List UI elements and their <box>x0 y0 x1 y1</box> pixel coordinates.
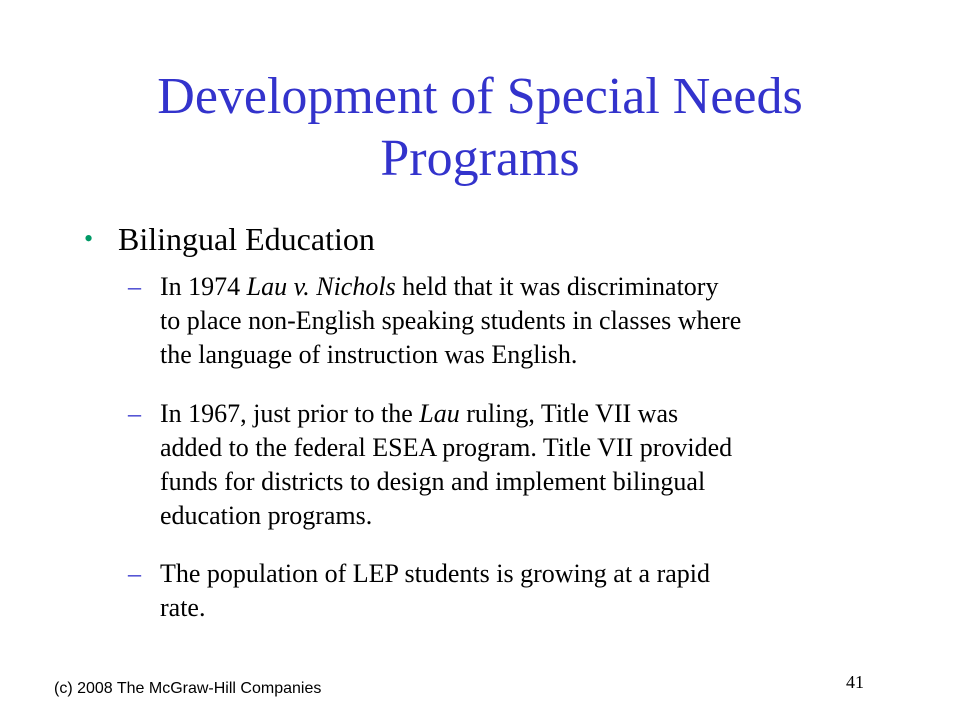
subbullet-line: rate. <box>160 593 206 622</box>
subbullet-dash: – <box>128 559 141 588</box>
subbullet-line: The population of LEP students is growing at a rapid <box>160 559 710 588</box>
bullet-text: Bilingual Education <box>118 221 375 257</box>
subbullet-text <box>160 270 741 372</box>
subbullet-line: In 1974 Lau v. Nichols held that it was discriminatory <box>160 272 719 301</box>
subbullet-line: to place non-English speaking students in classes where <box>160 306 742 335</box>
subbullet-dash: – <box>128 272 141 301</box>
bullet-marker: • <box>84 224 94 253</box>
subbullet-text <box>160 397 732 533</box>
page-number: 41 <box>846 672 864 692</box>
subbullet-line: funds for districts to design and implement bilingual <box>160 467 706 496</box>
subbullet-text <box>160 557 710 625</box>
subbullet-line: education programs. <box>160 501 373 530</box>
slide-title-line-1: Development of Special Needs <box>157 68 803 125</box>
slide-title <box>80 66 880 190</box>
copyright-footer: (c) 2008 The McGraw-Hill Companies <box>54 680 322 697</box>
subbullet-line: added to the federal ESEA program. Title VII provided <box>160 433 733 462</box>
subbullet-line: In 1967, just prior to the Lau ruling, Title VII was <box>160 399 679 428</box>
subbullet-dash: – <box>128 399 141 428</box>
slide-title-line-2: Programs <box>380 130 580 187</box>
subbullet-line: the language of instruction was English. <box>160 340 578 369</box>
